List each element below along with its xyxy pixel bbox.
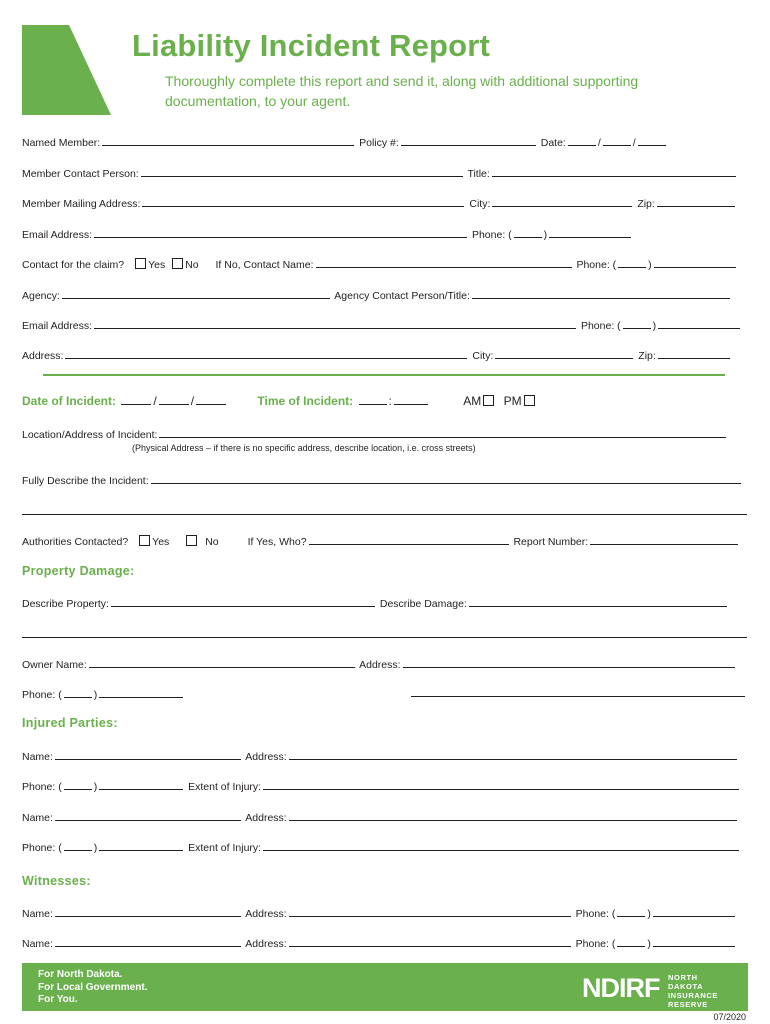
- agency-city-label: City:: [472, 350, 494, 362]
- injured-2-extent-label: Extent of Injury:: [188, 842, 262, 854]
- incident-date-month-field[interactable]: [121, 394, 151, 405]
- incident-time-hour-field[interactable]: [359, 394, 387, 405]
- page-subtitle: Thoroughly complete this report and send it, along with additional supporting documentation, to your agent.: [165, 73, 639, 109]
- city-field[interactable]: [492, 196, 632, 207]
- owner-row: [22, 657, 737, 671]
- authorities-yes-label: Yes: [152, 536, 170, 548]
- injured-2-name-label: Name:: [22, 812, 53, 824]
- am-label: AM: [463, 394, 482, 408]
- contact-person-label: Member Contact Person:: [22, 168, 139, 180]
- mailing-address-field[interactable]: [142, 196, 464, 207]
- green-corner-shape: [22, 25, 114, 115]
- incident-datetime-row: Date of Incident: / / Time of Incident: : AM PM: [22, 394, 537, 407]
- agency-phone-label: Phone:: [580, 320, 615, 332]
- witness-1-phone-area-field[interactable]: [617, 906, 645, 917]
- witness-1-name-field[interactable]: [55, 906, 241, 917]
- footer-line-2: For Local Government.: [38, 981, 148, 993]
- owner-phone-area-field[interactable]: [64, 687, 92, 698]
- witness-2-phone-field[interactable]: [653, 936, 735, 947]
- witness-1-address-label: Address:: [245, 908, 287, 920]
- agency-row: [22, 288, 732, 302]
- agency-contact-label: Agency Contact Person/Title:: [334, 290, 470, 302]
- owner-phone-label: Phone:: [22, 689, 56, 701]
- am-checkbox[interactable]: [483, 395, 494, 406]
- location-field[interactable]: [159, 427, 726, 438]
- policy-field[interactable]: [401, 135, 536, 146]
- witness-2-address-label: Address:: [245, 938, 287, 950]
- injured-2-phone-field[interactable]: [99, 840, 183, 851]
- agency-address-field[interactable]: [65, 348, 467, 359]
- agency-zip-label: Zip:: [638, 350, 656, 362]
- page-title: Liability Incident Report: [132, 28, 491, 63]
- injured-parties-heading: Injured Parties:: [22, 716, 118, 730]
- contact-person-row: [22, 166, 738, 180]
- describe-property-field[interactable]: [111, 596, 375, 607]
- describe-label: Fully Describe the Incident:: [22, 475, 149, 487]
- agency-email-label: Email Address:: [22, 320, 93, 332]
- policy-label: Policy #:: [359, 137, 399, 149]
- describe-damage-field[interactable]: [469, 596, 727, 607]
- injured-1-phone-area-field[interactable]: [64, 779, 92, 790]
- alt-contact-phone-field[interactable]: [654, 257, 736, 268]
- agency-zip-field[interactable]: [658, 348, 730, 359]
- owner-address-label: Address:: [359, 659, 401, 671]
- agency-field[interactable]: [62, 288, 330, 299]
- witness-2-address-field[interactable]: [289, 936, 571, 947]
- agency-address-label: Address:: [22, 350, 64, 362]
- injured-1-address-label: Address:: [245, 751, 287, 763]
- member-email-label: Email Address:: [22, 229, 93, 241]
- witness-1-phone-label: Phone:: [575, 908, 609, 920]
- injured-2-extent-field[interactable]: [263, 840, 739, 851]
- if-no-contact-field[interactable]: [316, 257, 572, 268]
- location-note: (Physical Address – if there is no specific address, describe location, i.e. cross streets): [132, 443, 476, 453]
- named-member-label: Named Member:: [22, 137, 101, 149]
- incident-date-label: Date of Incident:: [22, 394, 117, 408]
- witness-2-phone-area-field[interactable]: [617, 936, 645, 947]
- agency-contact-field[interactable]: [472, 288, 730, 299]
- title-label: Title:: [467, 168, 490, 180]
- mailing-address-label: Member Mailing Address:: [22, 198, 141, 210]
- authorities-label: Authorities Contacted?: [22, 536, 129, 548]
- member-phone-field[interactable]: [549, 227, 631, 238]
- witness-1-name-label: Name:: [22, 908, 53, 920]
- if-yes-who-field[interactable]: [309, 534, 509, 545]
- alt-contact-phone-label: Phone:: [576, 259, 610, 271]
- authorities-yes-checkbox[interactable]: [139, 535, 150, 546]
- location-row: [22, 427, 728, 441]
- witness-1-phone-field[interactable]: [653, 906, 735, 917]
- ndirf-logo-line-1: NORTH DAKOTA: [668, 973, 704, 991]
- agency-address-row: [22, 348, 732, 362]
- agency-email-row: Email Address: Phone: ( ): [22, 318, 742, 332]
- ndirf-logo-line-2: INSURANCE: [668, 991, 718, 1000]
- authorities-no-label: No: [205, 536, 219, 548]
- mailing-address-row: [22, 196, 737, 210]
- injured-1-name-field[interactable]: [55, 749, 241, 760]
- injured-1-extent-field[interactable]: [263, 779, 739, 790]
- if-no-contact-label: If No, Contact Name:: [215, 259, 314, 271]
- footer-tagline: [38, 969, 147, 1007]
- member-phone-area-field[interactable]: [514, 227, 542, 238]
- pm-checkbox[interactable]: [524, 395, 535, 406]
- describe-row: [22, 473, 743, 487]
- witness-2-row: Name: Address: Phone: ( ): [22, 936, 737, 950]
- ndirf-logo-wordmark: NDIRF: [582, 973, 660, 1003]
- injured-1-name-label: Name:: [22, 751, 53, 763]
- if-yes-who-label: If Yes, Who?: [247, 536, 307, 548]
- member-email-field[interactable]: [94, 227, 467, 238]
- incident-time-label: Time of Incident:: [257, 394, 354, 408]
- contact-no-checkbox[interactable]: [172, 258, 183, 269]
- injured-1-extent-label: Extent of Injury:: [188, 781, 262, 793]
- incident-date-year-field[interactable]: [196, 394, 226, 405]
- agency-label: Agency:: [22, 290, 60, 302]
- city-label: City:: [469, 198, 491, 210]
- date-label: Date:: [540, 137, 566, 149]
- property-continuation-line[interactable]: [22, 637, 747, 638]
- witnesses-heading: Witnesses:: [22, 874, 91, 888]
- injured-2-phone-label: Phone:: [22, 842, 56, 854]
- agency-city-field[interactable]: [495, 348, 633, 359]
- injured-1-phone-label: Phone:: [22, 781, 56, 793]
- pm-label: PM: [503, 394, 522, 408]
- injured-2-phone-area-field[interactable]: [64, 840, 92, 851]
- agency-email-field[interactable]: [94, 318, 576, 329]
- describe-property-label: Describe Property:: [22, 598, 109, 610]
- alt-contact-phone-area-field[interactable]: [618, 257, 646, 268]
- injured-2-name-row: [22, 810, 739, 824]
- injured-1-phone-row: Phone: ( ) Extent of Injury:: [22, 779, 741, 793]
- describe-property-row: [22, 596, 729, 610]
- describe-field[interactable]: [151, 473, 741, 484]
- named-member-field[interactable]: [102, 135, 354, 146]
- injured-2-phone-row: Phone: ( ) Extent of Injury:: [22, 840, 741, 854]
- zip-field[interactable]: [657, 196, 735, 207]
- injured-2-address-label: Address:: [245, 812, 287, 824]
- member-email-row: Email Address: Phone: ( ): [22, 227, 633, 241]
- date-day-field[interactable]: [603, 135, 631, 146]
- authorities-row: [22, 534, 740, 548]
- revision-date: 07/2020: [713, 1012, 746, 1022]
- owner-name-field[interactable]: [89, 657, 355, 668]
- contact-person-field[interactable]: [141, 166, 463, 177]
- owner-phone-field[interactable]: [99, 687, 183, 698]
- witness-1-row: Name: Address: Phone: ( ): [22, 906, 737, 920]
- owner-address-continuation-line[interactable]: [411, 696, 745, 697]
- owner-phone-row: Phone: ( ): [22, 687, 185, 701]
- injured-2-name-field[interactable]: [55, 810, 241, 821]
- zip-label: Zip:: [637, 198, 655, 210]
- agency-phone-field[interactable]: [658, 318, 740, 329]
- ndirf-logo-line-3: RESERVE FUND: [668, 1000, 708, 1018]
- property-damage-heading: Property Damage:: [22, 564, 135, 578]
- section-divider: [43, 374, 725, 376]
- injured-1-address-field[interactable]: [289, 749, 737, 760]
- footer-line-1: For North Dakota.: [38, 969, 123, 980]
- named-member-row: Named Member: Policy #: Date: / /: [22, 135, 668, 149]
- authorities-no-checkbox[interactable]: [186, 535, 197, 546]
- report-number-label: Report Number:: [513, 536, 589, 548]
- injured-1-name-row: [22, 749, 739, 763]
- date-year-field[interactable]: [638, 135, 666, 146]
- date-month-field[interactable]: [568, 135, 596, 146]
- witness-2-name-field[interactable]: [55, 936, 241, 947]
- ndirf-logo: [582, 969, 732, 1018]
- owner-name-label: Owner Name:: [22, 659, 87, 671]
- witness-1-address-field[interactable]: [289, 906, 571, 917]
- location-label: Location/Address of Incident:: [22, 429, 158, 441]
- incident-time-minute-field[interactable]: [394, 394, 428, 405]
- injured-1-phone-field[interactable]: [99, 779, 183, 790]
- agency-phone-area-field[interactable]: [623, 318, 651, 329]
- describe-damage-label: Describe Damage:: [379, 598, 467, 610]
- witness-2-name-label: Name:: [22, 938, 53, 950]
- contact-yes-label: Yes: [148, 259, 166, 271]
- title-field[interactable]: [492, 166, 736, 177]
- witness-2-phone-label: Phone:: [575, 938, 609, 950]
- report-number-field[interactable]: [590, 534, 738, 545]
- contact-claim-row: Contact for the claim? Yes No If No, Contact Name: Phone: ( ): [22, 257, 738, 271]
- contact-claim-label: Contact for the claim?: [22, 259, 125, 271]
- describe-continuation-line[interactable]: [22, 514, 747, 515]
- footer-line-3: For You.: [38, 994, 78, 1005]
- contact-no-label: No: [185, 259, 199, 271]
- incident-date-day-field[interactable]: [159, 394, 189, 405]
- contact-yes-checkbox[interactable]: [135, 258, 146, 269]
- owner-address-field[interactable]: [403, 657, 735, 668]
- injured-2-address-field[interactable]: [289, 810, 737, 821]
- member-phone-label: Phone:: [471, 229, 506, 241]
